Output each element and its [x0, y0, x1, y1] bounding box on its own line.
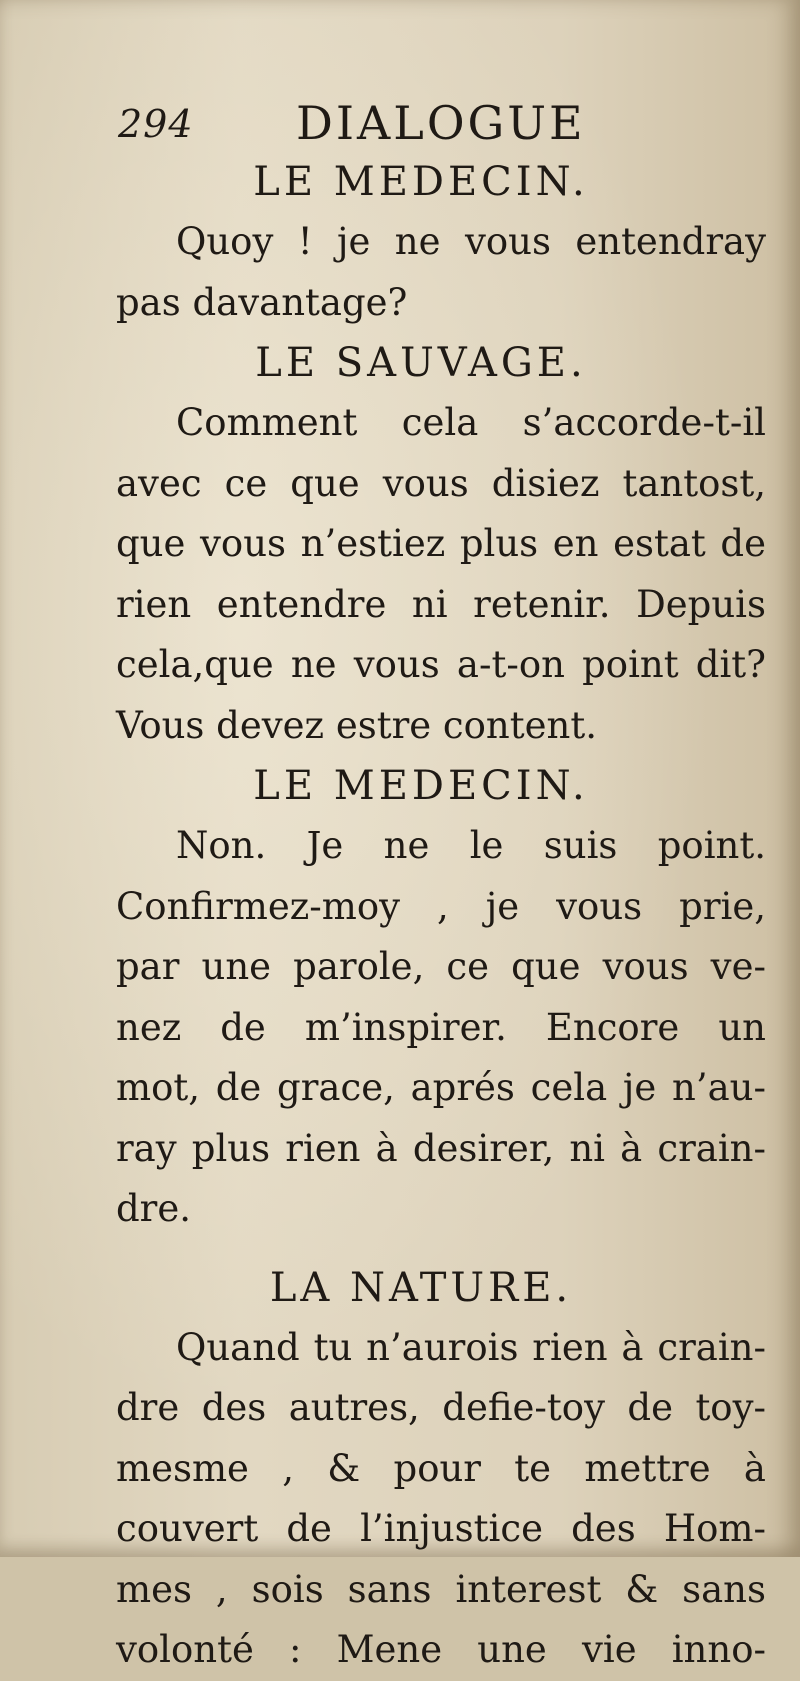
text-line: avec ce que vous disiez tantost, [116, 461, 766, 505]
running-head [118, 96, 638, 156]
text-line: nez de m’inspirer. Encore un [116, 1005, 766, 1049]
text-line: dre. [116, 1187, 192, 1230]
text-line: cela,que ne vous a-t-on point dit? [116, 643, 766, 686]
text-line: Quoy ! je ne vous entendray [176, 220, 766, 263]
text-line: Vous devez estre content. [116, 703, 597, 747]
speaker-heading: LE MEDECIN. [253, 763, 589, 809]
text-line: rien entendre ni retenir. Depuis [116, 582, 766, 626]
text-line: Confirmez-moy , je vous prie, [116, 884, 766, 928]
text-line: mot, de grace, aprés cela je n’au- [116, 1066, 766, 1109]
running-title: DIALOGUE [296, 96, 586, 150]
text-line: Quand tu n’aurois rien à crain- [176, 1325, 766, 1369]
text-line: couvert de l’injustice des Hom- [116, 1507, 766, 1550]
section-gap [116, 1240, 766, 1258]
text-line: mes , sois sans interest & sans [116, 1567, 766, 1611]
speaker-heading: LA NATURE. [269, 1264, 573, 1311]
text-line: Comment cela s’accorde-t-il [176, 401, 766, 444]
speaker-heading: LE SAUVAGE. [255, 340, 587, 386]
text-line: ray plus rien à desirer, ni à crain- [116, 1126, 766, 1170]
text-line: volonté : Mene une vie inno- [116, 1628, 766, 1671]
text-line: que vous n’estiez plus en estat de [116, 522, 766, 565]
speaker-heading: LE MEDECIN. [253, 159, 589, 205]
text-line: Non. Je ne le suis point. [176, 824, 766, 867]
dialogue-text [116, 152, 766, 1681]
text-line: mesme , & pour te mettre à [116, 1446, 766, 1490]
text-line: par une parole, ce que vous ve- [116, 945, 766, 988]
text-line: dre des autres, defie-toy de toy- [116, 1386, 766, 1429]
text-line: pas davantage? [116, 280, 408, 324]
page-number: 294 [118, 102, 194, 146]
